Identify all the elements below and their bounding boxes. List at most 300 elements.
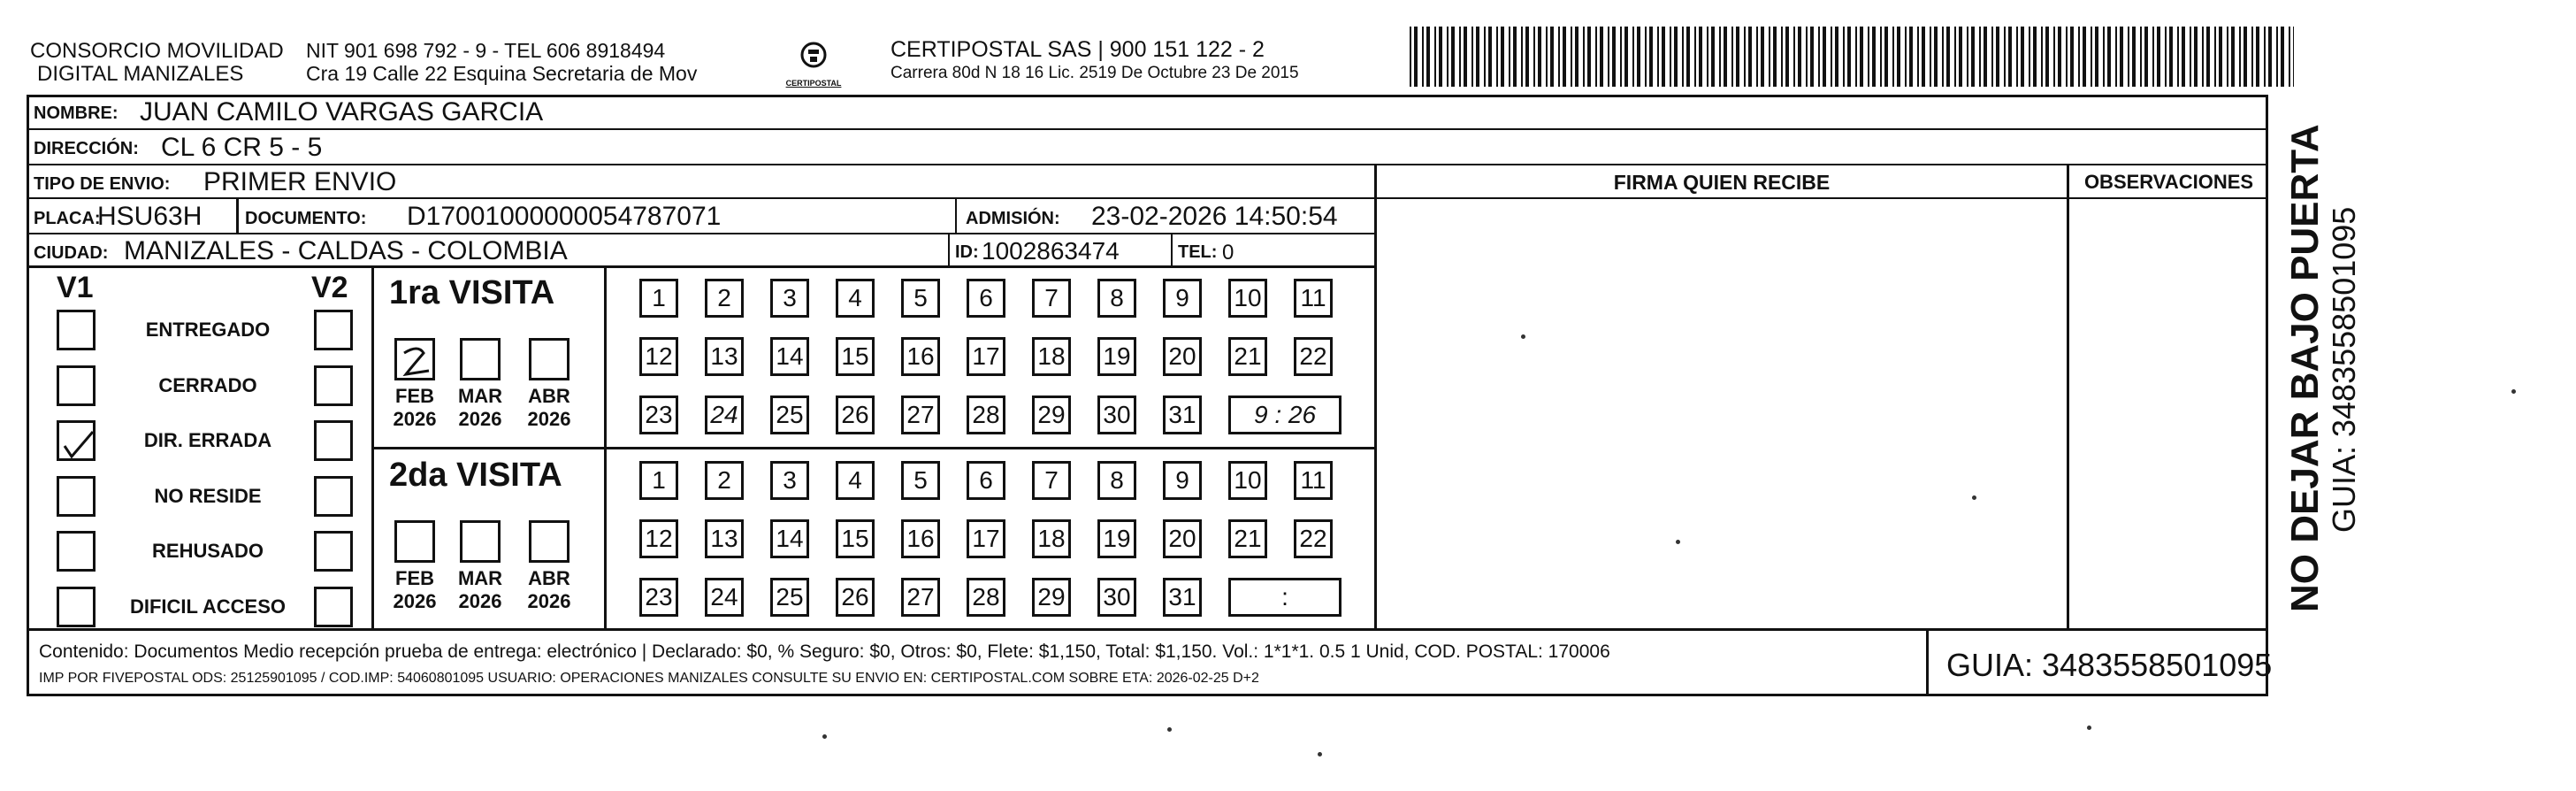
first-visit-title: 1ra VISITA xyxy=(389,274,555,311)
first-visit-month-checkbox-mar[interactable] xyxy=(460,338,501,380)
barcode-bar xyxy=(1855,27,1857,87)
barcode-bar xyxy=(1930,27,1931,87)
barcode-bar xyxy=(1707,27,1708,87)
admision-value: 23-02-2026 14:50:54 xyxy=(1091,202,1338,231)
v1-checkbox-3[interactable] xyxy=(57,420,96,461)
barcode-bar xyxy=(2083,27,2086,87)
barcode-bar xyxy=(1447,27,1449,87)
barcode-bar xyxy=(1488,27,1492,87)
barcode-bar xyxy=(1563,27,1566,87)
barcode-bar xyxy=(1682,27,1684,87)
barcode-bar xyxy=(1843,27,1845,87)
first-visit-day-2[interactable]: 2 xyxy=(705,279,744,318)
direccion-row xyxy=(27,130,2268,165)
first-visit-day-4[interactable]: 4 xyxy=(836,279,875,318)
scan-speck xyxy=(822,734,827,739)
barcode-bar xyxy=(2144,27,2148,87)
second-visit-day-19[interactable]: 19 xyxy=(1097,519,1136,558)
nombre-value: JUAN CAMILO VARGAS GARCIA xyxy=(140,97,544,127)
first-visit-day-29[interactable]: 29 xyxy=(1032,396,1071,434)
tel-label: TEL: xyxy=(1178,242,1218,262)
first-visit-day-12[interactable]: 12 xyxy=(639,337,678,376)
barcode-bar xyxy=(2107,27,2111,87)
first-visit-day-24[interactable]: 24 xyxy=(705,396,744,434)
barcode-bar xyxy=(2091,27,2092,87)
scan-speck xyxy=(1972,495,1976,500)
id-label: ID: xyxy=(955,242,979,262)
barcode-bar xyxy=(2281,27,2284,87)
tipo-envio-value: PRIMER ENVIO xyxy=(203,167,397,196)
barcode-bar xyxy=(2120,27,2123,87)
first-visit-day-8[interactable]: 8 xyxy=(1097,279,1136,318)
second-visit-day-22[interactable]: 22 xyxy=(1294,519,1333,558)
side-no-dejar: NO DEJAR BAJO PUERTA xyxy=(2283,124,2327,612)
second-visit-day-8[interactable]: 8 xyxy=(1097,461,1136,500)
barcode-bar xyxy=(1632,27,1634,87)
second-visit-title: 2da VISITA xyxy=(389,457,562,494)
imp-line: IMP POR FIVEPOSTAL ODS: 25125901095 / COD.IMP: 54060801095 USUARIO: OPERACIONES MANIZALES CONSULTE SU ENVIO EN: CERTIPOSTAL.COM SOBRE ETA: 2026-02-25 D+2 xyxy=(39,671,1259,686)
barcode-bar xyxy=(2008,27,2012,87)
barcode-bar xyxy=(2177,27,2179,87)
second-visit-day-26[interactable]: 26 xyxy=(836,578,875,617)
company-name-line2: DIGITAL MANIZALES xyxy=(37,62,244,86)
id-box xyxy=(948,234,950,266)
placa-row xyxy=(27,199,1376,234)
first-visit-day-1[interactable]: 1 xyxy=(639,279,678,318)
barcode-bar xyxy=(1496,27,1498,87)
second-visit-day-18[interactable]: 18 xyxy=(1032,519,1071,558)
v2-checkbox-4[interactable] xyxy=(314,476,353,517)
barcode-bar xyxy=(1645,27,1647,87)
barcode-bar xyxy=(2219,27,2222,87)
barcode-bar xyxy=(1587,27,1591,87)
barcode-bar xyxy=(2293,27,2294,87)
ciudad-row xyxy=(27,234,1376,268)
barcode-bar xyxy=(1831,27,1832,87)
barcode-bar xyxy=(2078,27,2080,87)
barcode-bar xyxy=(2016,27,2018,87)
barcode-bar xyxy=(2021,27,2024,87)
barcode-bar xyxy=(1434,27,1436,87)
barcode-bar xyxy=(1847,27,1851,87)
barcode-bar xyxy=(2194,27,2198,87)
barcode-bar xyxy=(1686,27,1690,87)
second-visit-day-23[interactable]: 23 xyxy=(639,578,678,617)
observaciones-column xyxy=(2069,165,2268,628)
courier-address: Carrera 80d N 18 16 Lic. 2519 De Octubre 23 De 2015 xyxy=(891,64,1299,82)
barcode-bar xyxy=(1471,27,1473,87)
first-visit-day-16[interactable]: 16 xyxy=(901,337,940,376)
second-visit-month-checkbox-abr[interactable] xyxy=(529,520,569,563)
barcode-bar xyxy=(1558,27,1560,87)
barcode-bar xyxy=(1793,27,1795,87)
first-visit-day-30[interactable]: 30 xyxy=(1097,396,1136,434)
v1-checkbox-5[interactable] xyxy=(57,531,96,572)
company-name-line1: CONSORCIO MOVILIDAD xyxy=(30,39,284,63)
barcode-bar xyxy=(1773,27,1777,87)
first-visit-day-5[interactable]: 5 xyxy=(901,279,940,318)
motivo-label: CERRADO xyxy=(158,374,257,396)
side-guia: GUIA: 3483558501095 xyxy=(2326,206,2362,533)
barcode-bar xyxy=(2152,27,2154,87)
barcode-bar xyxy=(1884,27,1888,87)
scan-speck xyxy=(2511,389,2516,394)
barcode-bar xyxy=(2128,27,2129,87)
second-visit-day-1[interactable]: 1 xyxy=(639,461,678,500)
firma-header: FIRMA QUIEN RECIBE xyxy=(1377,165,2067,199)
v2-checkbox-3[interactable] xyxy=(314,420,353,461)
motivo-label: DIFICIL ACCESO xyxy=(129,595,286,618)
barcode-bar xyxy=(1509,27,1510,87)
tel-box xyxy=(1171,234,1173,266)
barcode-bar xyxy=(2053,27,2055,87)
second-visit-day-21[interactable]: 21 xyxy=(1228,519,1267,558)
first-visit-day-19[interactable]: 19 xyxy=(1097,337,1136,376)
barcode-bar xyxy=(1426,27,1430,87)
first-visit-day-13[interactable]: 13 xyxy=(705,337,744,376)
id-value: 1002863474 xyxy=(982,237,1120,265)
barcode-bar xyxy=(1967,27,1968,87)
handwritten-check-icon xyxy=(59,423,98,464)
first-visit-time-box[interactable]: 9 : 26 xyxy=(1228,396,1342,434)
barcode-bar xyxy=(1670,27,1671,87)
barcode-bar xyxy=(1571,27,1572,87)
motivo-label: DIR. ERRADA xyxy=(143,429,272,451)
scan-speck xyxy=(1676,540,1680,544)
nit-line: NIT 901 698 792 - 9 - TEL 606 8918494 xyxy=(306,39,666,62)
barcode-bar xyxy=(1909,27,1913,87)
barcode-bar xyxy=(2004,27,2006,87)
barcode-bar xyxy=(2169,27,2173,87)
second-visit-day-30[interactable]: 30 xyxy=(1097,578,1136,617)
barcode-bar xyxy=(1521,27,1523,87)
first-visit-day-7[interactable]: 7 xyxy=(1032,279,1071,318)
v1-checkbox-6[interactable] xyxy=(57,587,96,627)
second-visit-day-27[interactable]: 27 xyxy=(901,578,940,617)
barcode-bar xyxy=(2227,27,2228,87)
first-visit-day-18[interactable]: 18 xyxy=(1032,337,1071,376)
barcode-bar xyxy=(1620,27,1622,87)
barcode-bar xyxy=(1600,27,1603,87)
barcode-bar xyxy=(1835,27,1838,87)
scan-speck xyxy=(1318,752,1322,756)
admision-label: ADMISIÓN: xyxy=(966,209,1060,228)
second-visit-day-16[interactable]: 16 xyxy=(901,519,940,558)
barcode-bar xyxy=(2182,27,2185,87)
month-label: MAR 2026 xyxy=(457,567,503,612)
second-visit-month-checkbox-feb[interactable] xyxy=(394,520,435,563)
motivo-label: ENTREGADO xyxy=(145,319,271,341)
scan-speck xyxy=(1521,334,1525,339)
second-visit-day-28[interactable]: 28 xyxy=(967,578,1005,617)
barcode-bar xyxy=(1546,27,1548,87)
barcode-bar xyxy=(1984,27,1987,87)
tel-value: 0 xyxy=(1222,241,1234,265)
direccion-value: CL 6 CR 5 - 5 xyxy=(161,133,323,162)
barcode-bar xyxy=(1410,27,1411,87)
barcode-bar xyxy=(2251,27,2253,87)
barcode-bar xyxy=(1934,27,1938,87)
barcode-bar xyxy=(1513,27,1517,87)
barcode-bar xyxy=(1662,27,1665,87)
second-visit-day-25[interactable]: 25 xyxy=(770,578,809,617)
second-visit-day-13[interactable]: 13 xyxy=(705,519,744,558)
barcode-bar xyxy=(1731,27,1733,87)
barcode-bar xyxy=(1818,27,1820,87)
barcode-bar xyxy=(1897,27,1900,87)
month-label: FEB 2026 xyxy=(393,567,437,612)
barcode-bar xyxy=(1624,27,1628,87)
barcode-bar xyxy=(1942,27,1944,87)
barcode-bar xyxy=(1756,27,1758,87)
barcode-bar xyxy=(1785,27,1789,87)
barcode-bar xyxy=(2058,27,2061,87)
second-visit-month-checkbox-mar[interactable] xyxy=(460,520,501,563)
barcode-bar xyxy=(1476,27,1479,87)
barcode-bar xyxy=(1880,27,1882,87)
placa-value: HSU63H xyxy=(97,202,203,231)
nombre-label: NOMBRE: xyxy=(34,104,118,123)
first-visit-day-22[interactable]: 22 xyxy=(1294,337,1333,376)
ciudad-label: CIUDAD: xyxy=(34,243,109,263)
barcode-bar xyxy=(1823,27,1826,87)
first-visit-month-checkbox-abr[interactable] xyxy=(529,338,569,380)
barcode-bar xyxy=(2214,27,2216,87)
barcode-bar xyxy=(1459,27,1461,87)
placa-label: PLACA: xyxy=(34,209,101,228)
barcode-bar xyxy=(1868,27,1869,87)
first-visit-day-28[interactable]: 28 xyxy=(967,396,1005,434)
month-label: ABR 2026 xyxy=(527,385,571,430)
barcode-bar xyxy=(2066,27,2068,87)
courier-name: CERTIPOSTAL SAS | 900 151 122 - 2 xyxy=(891,37,1265,62)
certipostal-logo-icon xyxy=(778,39,849,74)
second-visit-day-5[interactable]: 5 xyxy=(901,461,940,500)
second-visit-day-11[interactable]: 11 xyxy=(1294,461,1333,500)
scan-speck xyxy=(1167,727,1172,732)
first-visit-day-15[interactable]: 15 xyxy=(836,337,875,376)
barcode-bar xyxy=(1575,27,1578,87)
second-visit-day-24[interactable]: 24 xyxy=(705,578,744,617)
barcode-bar xyxy=(1595,27,1597,87)
address-line: Cra 19 Calle 22 Esquina Secretaria de Mov xyxy=(306,62,698,85)
first-visit-day-9[interactable]: 9 xyxy=(1163,279,1202,318)
barcode-bar xyxy=(1724,27,1727,87)
barcode-bar xyxy=(2045,27,2049,87)
first-visit-day-23[interactable]: 23 xyxy=(639,396,678,434)
barcode-bar xyxy=(1649,27,1653,87)
barcode-bar xyxy=(2140,27,2142,87)
certipostal-logo-text: CERTIPOSTAL xyxy=(785,79,842,88)
second-visit-day-10[interactable]: 10 xyxy=(1228,461,1267,500)
barcode-bar xyxy=(1744,27,1746,87)
first-visit-day-20[interactable]: 20 xyxy=(1163,337,1202,376)
barcode-bar xyxy=(2289,27,2290,87)
first-visit-day-27[interactable]: 27 xyxy=(901,396,940,434)
certipostal-logo xyxy=(778,39,849,88)
second-visit-day-4[interactable]: 4 xyxy=(836,461,875,500)
first-visit-day-25[interactable]: 25 xyxy=(770,396,809,434)
month-label: ABR 2026 xyxy=(527,567,571,612)
barcode-bar xyxy=(2033,27,2037,87)
first-visit-day-17[interactable]: 17 xyxy=(967,337,1005,376)
second-visit-day-2[interactable]: 2 xyxy=(705,461,744,500)
barcode-bar xyxy=(1439,27,1442,87)
barcode-bar xyxy=(1422,27,1424,87)
barcode-bar xyxy=(1954,27,1956,87)
barcode-bar xyxy=(1761,27,1764,87)
footer xyxy=(27,628,2273,696)
barcode-bar xyxy=(1694,27,1696,87)
barcode-bar xyxy=(2202,27,2204,87)
barcode-bar xyxy=(1414,27,1418,87)
v2-label: V2 xyxy=(311,271,348,304)
barcode-bar xyxy=(1996,27,1999,87)
barcode-bar xyxy=(1905,27,1907,87)
barcode-bar xyxy=(2276,27,2278,87)
placa-divider xyxy=(236,199,239,233)
first-visit-month-checkbox-feb[interactable] xyxy=(394,338,435,380)
barcode-bar xyxy=(1971,27,1975,87)
barcode-bar xyxy=(1451,27,1455,87)
first-visit-day-6[interactable]: 6 xyxy=(967,279,1005,318)
first-visit-day-31[interactable]: 31 xyxy=(1163,396,1202,434)
barcode-bar xyxy=(2041,27,2043,87)
v1-label: V1 xyxy=(57,271,94,304)
first-visit-day-3[interactable]: 3 xyxy=(770,279,809,318)
barcode-bar xyxy=(1674,27,1678,87)
barcode-bar xyxy=(1979,27,1981,87)
guia-box xyxy=(1926,631,2273,696)
motivo-label: REHUSADO xyxy=(152,540,264,562)
second-visit-day-14[interactable]: 14 xyxy=(770,519,809,558)
barcode-bar xyxy=(1917,27,1919,87)
second-visit-day-20[interactable]: 20 xyxy=(1163,519,1202,558)
barcode-bar xyxy=(1748,27,1752,87)
tipo-envio-row xyxy=(27,165,1376,199)
barcode-bar xyxy=(2095,27,2098,87)
barcode-bar xyxy=(2070,27,2074,87)
v2-checkbox-6[interactable] xyxy=(314,587,353,627)
v2-checkbox-2[interactable] xyxy=(314,365,353,406)
barcode-bar xyxy=(1719,27,1721,87)
first-visit-day-11[interactable]: 11 xyxy=(1294,279,1333,318)
tipo-envio-label: TIPO DE ENVIO: xyxy=(34,174,171,194)
v2-checkbox-1[interactable] xyxy=(314,310,353,350)
first-visit-day-14[interactable]: 14 xyxy=(770,337,809,376)
v1-checkbox-4[interactable] xyxy=(57,476,96,517)
barcode-bar xyxy=(1860,27,1863,87)
visit-separator xyxy=(373,447,1374,449)
barcode-bar xyxy=(1736,27,1739,87)
barcode-bar xyxy=(1922,27,1925,87)
barcode-bar xyxy=(1781,27,1783,87)
second-visit-day-3[interactable]: 3 xyxy=(770,461,809,500)
barcode-icon xyxy=(1410,27,2294,87)
barcode-bar xyxy=(2264,27,2266,87)
barcode-bar xyxy=(1991,27,1993,87)
second-visit-day-17[interactable]: 17 xyxy=(967,519,1005,558)
second-visit-day-7[interactable]: 7 xyxy=(1032,461,1071,500)
v2-checkbox-5[interactable] xyxy=(314,531,353,572)
barcode-bar xyxy=(1769,27,1770,87)
second-visit-time-box[interactable]: : xyxy=(1228,578,1342,617)
second-visit-day-15[interactable]: 15 xyxy=(836,519,875,558)
barcode-bar xyxy=(1810,27,1814,87)
handwritten-mark-icon xyxy=(397,341,438,383)
barcode-bar xyxy=(1533,27,1535,87)
barcode-bar xyxy=(1484,27,1486,87)
scan-speck xyxy=(2087,726,2091,730)
nombre-row xyxy=(27,95,2268,130)
ciudad-value: MANIZALES - CALDAS - COLOMBIA xyxy=(124,236,568,265)
v1-checkbox-2[interactable] xyxy=(57,365,96,406)
barcode-bar xyxy=(1806,27,1808,87)
barcode-bar xyxy=(1538,27,1541,87)
documento-label: DOCUMENTO: xyxy=(245,209,367,228)
second-visit-day-29[interactable]: 29 xyxy=(1032,578,1071,617)
barcode-bar xyxy=(1464,27,1467,87)
barcode-bar xyxy=(1608,27,1609,87)
barcode-bar xyxy=(1525,27,1529,87)
v1-checkbox-1[interactable] xyxy=(57,310,96,350)
barcode-bar xyxy=(2157,27,2160,87)
barcode-bar xyxy=(2165,27,2167,87)
barcode-bar xyxy=(1946,27,1950,87)
barcode-bar xyxy=(1501,27,1504,87)
documento-value: D17001000000054787071 xyxy=(407,202,722,231)
barcode-bar xyxy=(1699,27,1702,87)
barcode-bar xyxy=(2256,27,2259,87)
guia-value: GUIA: 3483558501095 xyxy=(1946,647,2273,683)
barcode-bar xyxy=(1959,27,1962,87)
direccion-label: DIRECCIÓN: xyxy=(34,139,139,158)
second-visit-day-6[interactable]: 6 xyxy=(967,461,1005,500)
barcode-bar xyxy=(2243,27,2247,87)
barcode-bar xyxy=(1872,27,1876,87)
firma-column xyxy=(1374,165,2069,628)
barcode-bar xyxy=(1892,27,1894,87)
barcode-bar xyxy=(1798,27,1801,87)
observaciones-header: OBSERVACIONES xyxy=(2069,165,2268,199)
barcode-bar xyxy=(2239,27,2241,87)
barcode-bar xyxy=(1657,27,1659,87)
motivo-label: NO RESIDE xyxy=(154,485,262,507)
barcode-bar xyxy=(2029,27,2030,87)
barcode-bar xyxy=(2268,27,2272,87)
barcode-bar xyxy=(1637,27,1640,87)
barcode-bar xyxy=(1583,27,1585,87)
second-visit-day-9[interactable]: 9 xyxy=(1163,461,1202,500)
contenido-line: Contenido: Documentos Medio recepción prueba de entrega: electrónico | Declarado: $0, % Seguro: $0, Otros: $0, Flete: $1,150, Total: $1,150. Vol.: 1*1*1. 0.5 1 Unid, COD. POSTAL: 170006 xyxy=(39,641,1610,662)
barcode-bar xyxy=(1612,27,1616,87)
month-label: MAR 2026 xyxy=(457,385,503,430)
first-visit-day-21[interactable]: 21 xyxy=(1228,337,1267,376)
second-visit-day-31[interactable]: 31 xyxy=(1163,578,1202,617)
barcode-bar xyxy=(2132,27,2136,87)
barcode-bar xyxy=(2103,27,2105,87)
barcode-bar xyxy=(2190,27,2191,87)
first-visit-day-26[interactable]: 26 xyxy=(836,396,875,434)
month-label: FEB 2026 xyxy=(393,385,437,430)
barcode-bar xyxy=(1550,27,1554,87)
barcode-bar xyxy=(1711,27,1715,87)
second-visit-day-12[interactable]: 12 xyxy=(639,519,678,558)
barcode-bar xyxy=(2115,27,2117,87)
barcode-bar xyxy=(2231,27,2235,87)
barcode-bar xyxy=(2206,27,2210,87)
first-visit-day-10[interactable]: 10 xyxy=(1228,279,1267,318)
